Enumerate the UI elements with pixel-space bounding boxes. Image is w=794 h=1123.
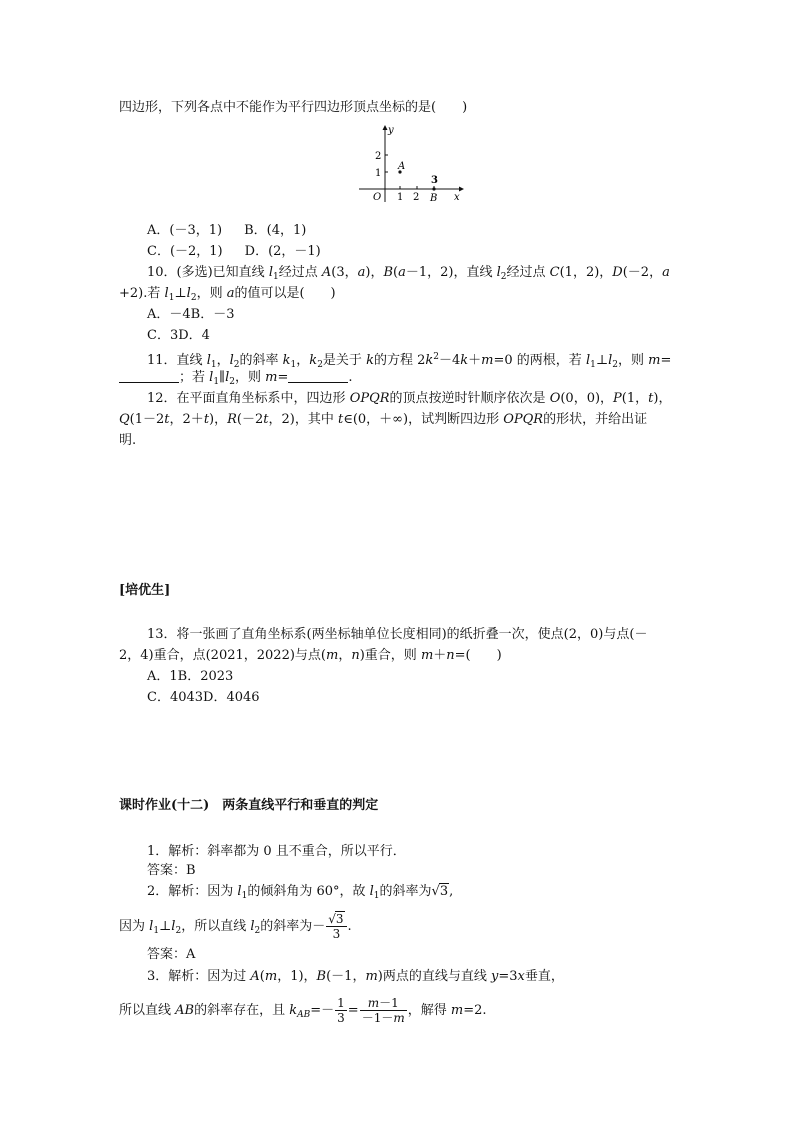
ans1-analysis: 1．解析：斜率都为 0 且不重合，所以平行． [147, 844, 406, 859]
point-b [432, 187, 435, 190]
q10-options-ab: A．－4B．－3 [147, 307, 235, 322]
q9-options-ab [147, 222, 306, 240]
ans3-fraction-2: $\frac{m-1}{-1-m}$ [361, 996, 405, 1025]
q11-line1: 11．直线 $l_1$，$l_2$的斜率 $k_1$，$k_2$是关于 k的方程 $2k^2-4k+m=0$ 的两根，若 $l_1\perp l_2$，则 m= [147, 352, 672, 370]
q9-option-c: C．(－2，1) [147, 244, 223, 259]
q10-options-cd: C．3D．4 [147, 328, 210, 343]
q9-stem: 四边形，下列各点中不能作为平行四边形顶点坐标的是( ) [119, 100, 468, 115]
tick-x3: 3 [431, 175, 438, 186]
q9-options-cd [147, 243, 321, 261]
q10-line2: +2).若 $l_1\perp l_2$，则 a的值可以是( ) [119, 286, 336, 303]
answers-title: 课时作业(十二) 两条直线平行和垂直的判定 [119, 798, 379, 813]
q13-options-ab: A．1B．2023 [147, 669, 234, 684]
q12-line2: Q(1－2t，2＋t)，R(－2t，2)，其中 t∈(0，＋∞)，试判断四边形 OPQR的形状，并给出证 [119, 412, 648, 427]
y-axis-arrow-icon [383, 125, 388, 130]
q11-blank-2[interactable] [288, 370, 348, 383]
q12-line3: 明. [119, 433, 137, 448]
q9-option-a: A．(－3，1) [147, 223, 223, 238]
q9-option-b: B．(4，1) [244, 223, 307, 238]
tick-x1: 1 [397, 192, 404, 203]
tick-y2: 2 [375, 151, 382, 162]
point-a-label: A [398, 161, 406, 172]
ans1-answer: 答案：B [147, 863, 196, 878]
origin-label: O [373, 192, 382, 203]
ans3-line2: 所以直线 AB的斜率存在，且 $k_{AB}=-$ $\frac{1}{3}$ = $\frac{m-1}{-1-m}$ ，解得 m=2. [119, 996, 487, 1025]
tick-y1: 1 [375, 168, 382, 179]
tick-x2: 2 [413, 192, 420, 203]
ans2-line1: 2．解析：因为 $l_1$的倾斜角为 60°，故 $l_1$的斜率为√3, [147, 884, 454, 901]
ans2-line2: 因为 $l_1\perp l_2$，所以直线 $l_2$的斜率为－ $\frac{√3}{3}$ . [119, 912, 352, 941]
q9-coordinate-figure [355, 122, 465, 204]
section-title-advanced: [培优生] [119, 583, 171, 598]
x-axis-label: x [454, 192, 460, 203]
ans2-fraction: $\frac{√3}{3}$ [326, 912, 346, 941]
q13-line2: 2，4)重合，点(2021，2022)与点(m，n)重合，则 m＋n=( ) [119, 648, 502, 663]
point-b-label: B [430, 193, 438, 204]
y-axis-label: y [388, 125, 394, 136]
q13-options-cd: C．4043D．4046 [147, 690, 260, 705]
q12-line1: 12．在平面直角坐标系中，四边形 OPQR的顶点按逆时针顺序依次是 O(0，0)，P(1，t)， [147, 391, 672, 406]
q9-option-d: D．(2，－1) [244, 244, 321, 259]
ans2-answer: 答案：A [147, 947, 196, 962]
x-axis-arrow-icon [459, 187, 464, 192]
q10-line1: 10．(多选)已知直线 $l_1$经过点 A(3，a)，B(a－1，2)，直线 $l_2$经过点 C(1，2)，D(－2，a [147, 265, 670, 282]
ans3-fraction-1: $\frac{1}{3}$ [337, 996, 345, 1025]
q11-line2: ；若 $l_1\parallel l_2$，则 m= . [119, 369, 352, 391]
q13-line1: 13．将一张画了直角坐标系(两坐标轴单位长度相同)的纸折叠一次，使点(2，0)与点(－ [147, 627, 648, 642]
q11-blank-1[interactable] [119, 370, 179, 383]
ans3-line1: 3．解析：因为过 A(m，1)，B(－1，m)两点的直线与直线 y=3x垂直， [147, 969, 564, 984]
